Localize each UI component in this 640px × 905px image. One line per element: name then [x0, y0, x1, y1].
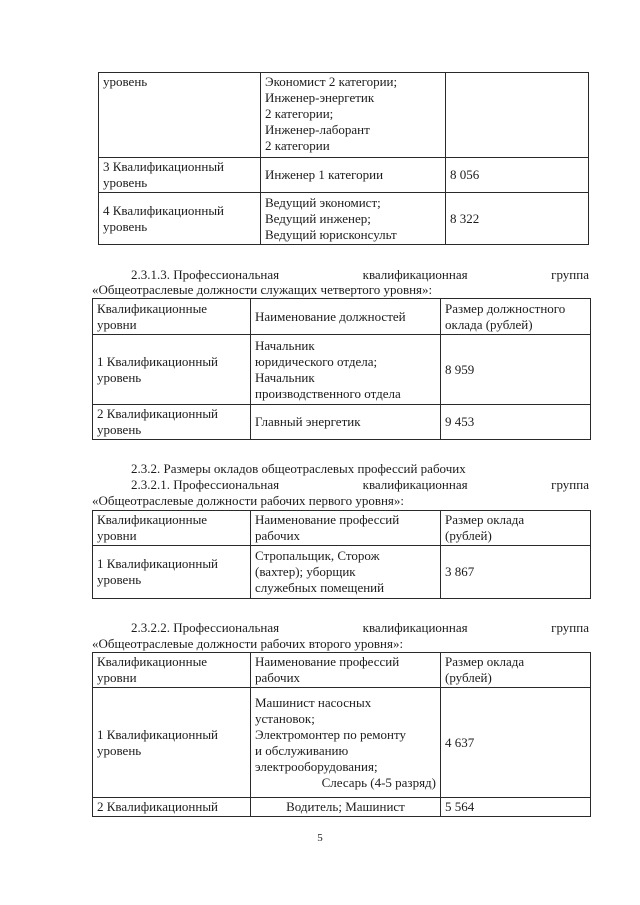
salary-cell: 8 959	[441, 335, 591, 405]
position-line: 2 категории;	[265, 106, 334, 121]
heading-word: 2.3.2.2. Профессиональная	[131, 620, 280, 635]
table-row	[93, 546, 591, 599]
level-line: 2 Квалификационный	[97, 406, 219, 421]
level-cell	[93, 688, 251, 798]
table-row	[99, 158, 589, 193]
salary-cell: 8 322	[446, 193, 589, 245]
header-levels	[93, 511, 251, 546]
header-salary	[441, 299, 591, 335]
position-line: Электромонтер по ремонту	[255, 726, 406, 742]
position-line: Инженер 1 категории	[265, 167, 384, 182]
header-line: Квалификационные	[97, 300, 208, 316]
table-2321	[92, 510, 591, 599]
header-line: уровни	[97, 670, 137, 685]
table-row	[99, 73, 589, 158]
table-row	[93, 798, 591, 817]
section-subheading-2313: «Общеотраслевые должности служащих четвертого уровня»:	[92, 282, 433, 297]
header-line: Квалификационные	[97, 654, 208, 669]
level-line: уровень	[103, 175, 148, 190]
section-heading-2313	[131, 267, 589, 283]
position-line: служебных помещений	[255, 580, 385, 595]
section-heading-2322	[131, 620, 589, 636]
header-line: оклада (рублей)	[445, 316, 533, 332]
position-line: (вахтер); уборщик	[255, 564, 356, 579]
level-line: уровень	[97, 422, 142, 437]
section-title-232: 2.3.2. Размеры окладов общеотраслевых профессий рабочих	[131, 461, 466, 476]
header-line: уровни	[97, 316, 137, 332]
table-row	[93, 405, 591, 440]
table-header-row	[93, 653, 591, 688]
position-line: производственного отдела	[255, 385, 401, 401]
header-line: Размер оклада	[445, 654, 525, 669]
positions-cell	[251, 688, 441, 798]
header-line: Наименование профессий	[255, 654, 400, 669]
page-number: 5	[317, 832, 323, 844]
position-line: Экономист 2 категории;	[265, 74, 398, 89]
salary-cell: 4 637	[441, 688, 591, 798]
table-continuation	[98, 72, 589, 245]
position-line: Стропальщик, Сторож	[255, 548, 380, 563]
section-heading-2321	[131, 477, 589, 493]
position-line: Машинист насосных	[255, 694, 372, 710]
heading-word: 2.3.1.3. Профессиональная	[131, 267, 280, 282]
position-line: Начальник	[255, 369, 315, 385]
level-line: уровень	[103, 218, 148, 234]
position-line: юридического отдела;	[255, 353, 378, 369]
heading-word: группа	[551, 620, 589, 635]
positions-cell	[261, 193, 446, 245]
position-line: Ведущий юрисконсульт	[265, 226, 397, 242]
header-positions	[251, 511, 441, 546]
position-line: Ведущий инженер;	[265, 210, 371, 226]
header-line: Наименование профессий	[255, 512, 400, 527]
table-2313	[92, 298, 591, 440]
positions-cell	[251, 546, 441, 599]
table-header-row	[93, 299, 591, 335]
section-subheading-2322: «Общеотраслевые должности рабочих второго уровня»:	[92, 636, 404, 651]
header-line: Размер оклада	[445, 512, 525, 527]
level-line: уровень	[97, 572, 142, 587]
header-salary	[441, 511, 591, 546]
salary-cell: 9 453	[441, 405, 591, 440]
header-line: уровни	[97, 528, 137, 543]
header-salary	[441, 653, 591, 688]
heading-word: квалификационная	[362, 477, 468, 492]
level-line: уровень	[97, 742, 142, 758]
heading-word: группа	[551, 477, 589, 492]
heading-word: квалификационная	[362, 267, 468, 282]
header-levels	[93, 299, 251, 335]
salary-cell	[446, 73, 589, 158]
heading-word: квалификационная	[362, 620, 468, 635]
level-cell	[93, 546, 251, 599]
positions-cell: Водитель; Машинист	[251, 798, 441, 817]
header-line: (рублей)	[445, 670, 492, 685]
position-line: и обслуживанию	[255, 742, 349, 758]
section-subheading-2321: «Общеотраслевые должности рабочих первого уровня»:	[92, 493, 405, 508]
table-row	[99, 193, 589, 245]
table-row	[93, 335, 591, 405]
salary-cell: 8 056	[446, 158, 589, 193]
level-line: 3 Квалификационный	[103, 159, 225, 174]
level-line: 1 Квалификационный	[97, 726, 219, 742]
salary-cell: 5 564	[441, 798, 591, 817]
positions-cell: Главный энергетик	[251, 405, 441, 440]
heading-word: 2.3.2.1. Профессиональная	[131, 477, 280, 492]
position-line: Слесарь (4-5 разряд)	[321, 774, 436, 790]
header-positions: Наименование должностей	[251, 299, 441, 335]
header-line: рабочих	[255, 670, 301, 685]
table-header-row	[93, 511, 591, 546]
positions-cell	[261, 73, 446, 158]
salary-cell: 3 867	[441, 546, 591, 599]
table-2322	[92, 652, 591, 817]
position-line: Инженер-лаборант	[265, 122, 370, 137]
position-line: установок;	[255, 710, 315, 726]
header-levels	[93, 653, 251, 688]
header-positions	[251, 653, 441, 688]
level-cell: 2 Квалификационный	[93, 798, 251, 817]
level-cell	[99, 193, 261, 245]
position-line: Ведущий экономист;	[265, 194, 381, 210]
level-line: уровень	[97, 369, 142, 385]
level-line: 1 Квалификационный	[97, 353, 219, 369]
heading-word: группа	[551, 267, 589, 282]
position-line: Инженер-энергетик	[265, 90, 375, 105]
position-line: электрооборудования;	[255, 758, 378, 774]
table-row	[93, 688, 591, 798]
header-line: (рублей)	[445, 528, 492, 543]
positions-cell	[251, 335, 441, 405]
level-cell	[99, 158, 261, 193]
header-line: Квалификационные	[97, 512, 208, 527]
level-line: 4 Квалификационный	[103, 202, 225, 218]
header-line: Размер должностного	[445, 300, 566, 316]
position-line: Начальник	[255, 337, 315, 353]
level-cell	[93, 405, 251, 440]
level-cell	[93, 335, 251, 405]
level-line: 1 Квалификационный	[97, 556, 219, 571]
header-line: рабочих	[255, 528, 301, 543]
level-cell: уровень	[99, 73, 261, 158]
positions-cell	[261, 158, 446, 193]
position-line: 2 категории	[265, 138, 330, 153]
